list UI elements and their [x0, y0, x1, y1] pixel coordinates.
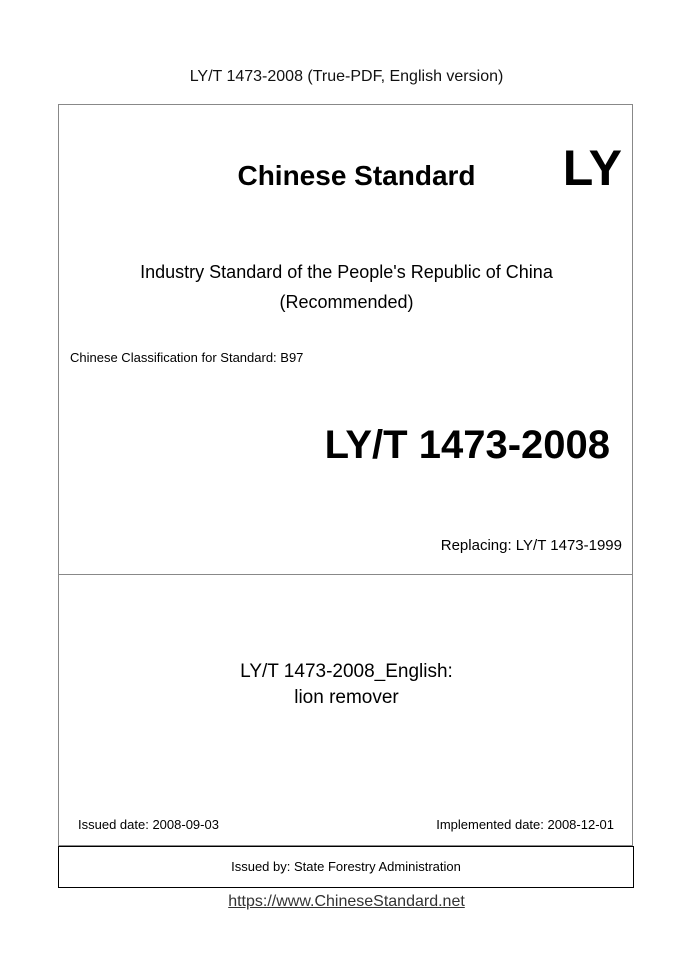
subtitle-line-1: Industry Standard of the People's Republic of China	[140, 262, 553, 282]
standard-number: LY/T 1473-2008	[324, 423, 610, 467]
replacing-text: Replacing: LY/T 1473-1999	[440, 537, 622, 554]
cover-main-title: Chinese Standard	[237, 160, 476, 191]
issued-date: Issued date: 2008-09-03	[78, 817, 219, 832]
implemented-date: Implemented date: 2008-12-01	[436, 817, 614, 832]
cover-subtitle	[59, 257, 634, 317]
website-link[interactable]: https://www.ChineseStandard.net	[228, 893, 465, 910]
classification-text: Chinese Classification for Standard: B97	[70, 350, 304, 365]
issuer-box: Issued by: State Forestry Administration	[58, 846, 634, 888]
cover-lower-panel	[58, 574, 633, 846]
industry-code-badge: LY	[562, 140, 622, 196]
subtitle-line-2: (Recommended)	[279, 292, 414, 312]
document-name	[59, 659, 634, 711]
cover-upper-panel	[58, 104, 633, 574]
document-name-line-1: LY/T 1473-2008_English:	[240, 661, 453, 682]
document-header-title: LY/T 1473-2008 (True-PDF, English version)	[189, 68, 504, 85]
document-name-line-2: lion remover	[294, 687, 399, 708]
